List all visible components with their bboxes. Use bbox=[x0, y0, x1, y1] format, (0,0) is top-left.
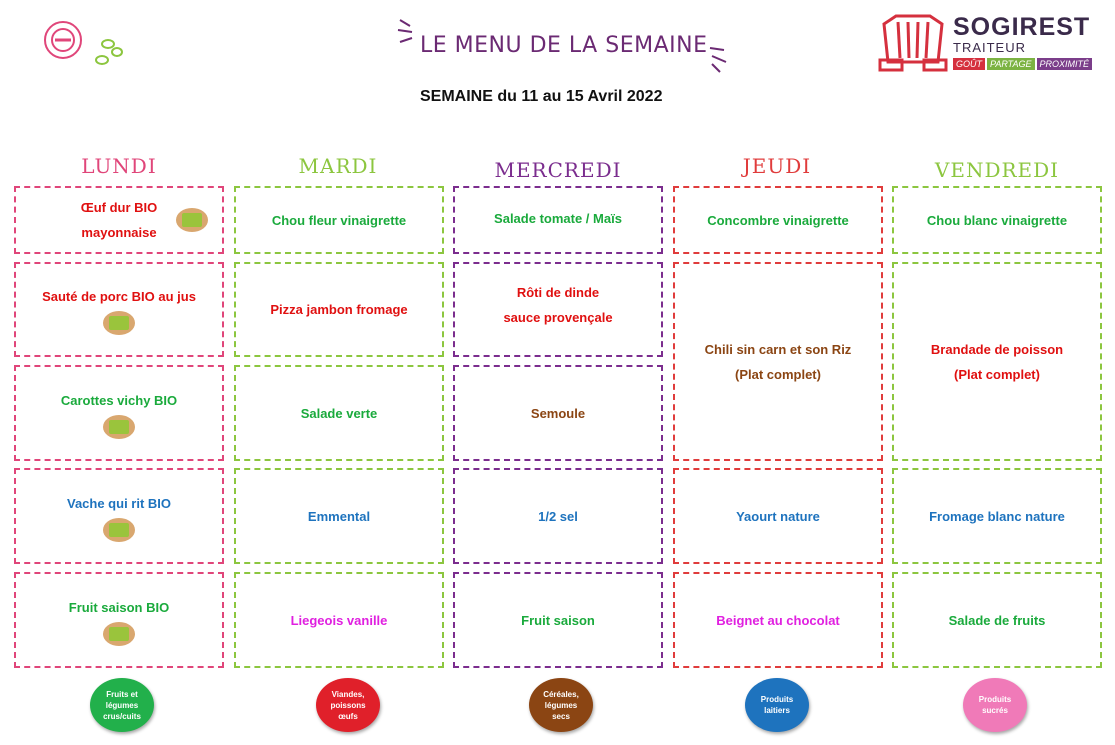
menu-cell-lundi-starter bbox=[14, 186, 224, 254]
bio-label-icon bbox=[103, 415, 135, 439]
dish-name: Chou blanc vinaigrette bbox=[926, 212, 1068, 228]
bio-label-icon bbox=[103, 622, 135, 646]
legend-label: poissons bbox=[330, 700, 366, 710]
brand-name: SOGIREST bbox=[953, 13, 1091, 41]
dish-name: Salade de fruits bbox=[948, 612, 1046, 628]
brand-tag: PROXIMITÉ bbox=[1037, 58, 1093, 70]
dish-name: Emmental bbox=[307, 508, 371, 524]
dish-name: Chili sin carn et son Riz bbox=[704, 341, 852, 357]
menu-cell-mardi-side bbox=[234, 365, 444, 461]
dish-name: (Plat complet) bbox=[954, 366, 1040, 382]
dish-name: Semoule bbox=[530, 405, 586, 421]
menu-cell-jeudi-starter bbox=[673, 186, 883, 254]
menu-cell-mercredi-dessert bbox=[453, 572, 663, 668]
dish-name: Sauté de porc BIO au jus bbox=[42, 289, 196, 304]
legend-produits-laitiers bbox=[745, 678, 809, 732]
menu-cell-lundi-dessert bbox=[14, 572, 224, 668]
dish-name: Rôti de dinde bbox=[516, 285, 600, 300]
legend-label: légumes bbox=[105, 700, 139, 710]
menu-cell-lundi-side bbox=[14, 365, 224, 461]
page-title: LE MENU DE LA SEMAINE bbox=[420, 33, 708, 58]
dish-name: (Plat complet) bbox=[735, 366, 821, 382]
legend-viandes bbox=[316, 678, 380, 732]
dish-name: Concombre vinaigrette bbox=[707, 212, 849, 228]
dish-name: 1/2 sel bbox=[538, 508, 578, 524]
menu-cell-jeudi-dairy bbox=[673, 468, 883, 564]
menu-cell-vendredi-starter bbox=[892, 186, 1102, 254]
day-header-mardi: MARDI bbox=[298, 154, 378, 178]
dish-name: Brandade de poisson bbox=[930, 341, 1064, 357]
brand-tag: PARTAGE bbox=[987, 58, 1035, 70]
dish-name: Carottes vichy BIO bbox=[60, 392, 178, 408]
menu-cell-mercredi-starter bbox=[453, 186, 663, 254]
legend-label: laitiers bbox=[764, 706, 790, 715]
dish-name: Fruit saison bbox=[521, 612, 595, 628]
dish-name: Salade tomate / Maïs bbox=[494, 211, 622, 226]
legend-cereales bbox=[529, 678, 593, 732]
dish-name: Œuf dur BIO bbox=[80, 200, 158, 215]
bio-label-icon bbox=[103, 518, 135, 542]
menu-cell-mercredi-dairy bbox=[453, 468, 663, 564]
brand-stamp-icon bbox=[38, 18, 128, 74]
title-flourish-left-icon bbox=[396, 16, 422, 46]
legend-label: sucrés bbox=[982, 706, 1008, 715]
legend-produits-sucres bbox=[963, 678, 1027, 732]
dish-name: mayonnaise bbox=[81, 225, 157, 240]
bio-label-icon bbox=[176, 208, 208, 232]
menu-cell-lundi-main bbox=[14, 262, 224, 357]
menu-cell-mardi-dessert bbox=[234, 572, 444, 668]
dish-name: Chou fleur vinaigrette bbox=[271, 212, 407, 228]
menu-cell-jeudi-dessert bbox=[673, 572, 883, 668]
legend-label: Fruits et bbox=[106, 689, 138, 699]
dish-name: Liegeois vanille bbox=[290, 612, 388, 628]
day-header-vendredi: VENDREDI bbox=[934, 158, 1060, 182]
legend-label: crus/cuits bbox=[103, 711, 141, 721]
legend-label: légumes bbox=[544, 700, 578, 710]
menu-cell-vendredi-dairy bbox=[892, 468, 1102, 564]
day-header-lundi: LUNDI bbox=[81, 154, 157, 178]
dish-name: Salade verte bbox=[300, 405, 378, 421]
week-range: SEMAINE du 11 au 15 Avril 2022 bbox=[420, 88, 663, 105]
brand-tags bbox=[953, 58, 1092, 70]
menu-cell-mercredi-main bbox=[453, 262, 663, 357]
dish-name: Fromage blanc nature bbox=[929, 508, 1065, 524]
legend-label: Produits bbox=[760, 695, 794, 704]
menu-cell-mardi-dairy bbox=[234, 468, 444, 564]
legend-label: secs bbox=[552, 711, 570, 721]
legend-label: œufs bbox=[338, 711, 358, 721]
legend-label: Viandes, bbox=[331, 689, 365, 699]
dish-name: Beignet au chocolat bbox=[716, 612, 840, 628]
menu-cell-lundi-dairy bbox=[14, 468, 224, 564]
legend-label: Produits bbox=[978, 695, 1012, 704]
bio-label-icon bbox=[103, 311, 135, 335]
menu-cell-mardi-starter bbox=[234, 186, 444, 254]
brand-tag: GOÛT bbox=[953, 58, 985, 70]
dish-name: Pizza jambon fromage bbox=[270, 302, 408, 317]
sogirest-logo-icon bbox=[878, 12, 948, 74]
menu-cell-mardi-main bbox=[234, 262, 444, 357]
legend-label: Céréales, bbox=[543, 689, 579, 699]
dish-name: Vache qui rit BIO bbox=[66, 495, 172, 511]
menu-cell-jeudi-main bbox=[673, 262, 883, 461]
day-header-jeudi: JEUDI bbox=[742, 154, 812, 178]
menu-cell-vendredi-dessert bbox=[892, 572, 1102, 668]
dish-name: sauce provençale bbox=[503, 310, 613, 325]
dish-name: Yaourt nature bbox=[736, 508, 820, 524]
dish-name: Fruit saison BIO bbox=[68, 599, 170, 615]
menu-cell-mercredi-side bbox=[453, 365, 663, 461]
day-header-mercredi: MERCREDI bbox=[494, 158, 622, 182]
legend-fruits-legumes bbox=[90, 678, 154, 732]
menu-cell-vendredi-main bbox=[892, 262, 1102, 461]
brand-subtitle: TRAITEUR bbox=[953, 40, 1026, 55]
